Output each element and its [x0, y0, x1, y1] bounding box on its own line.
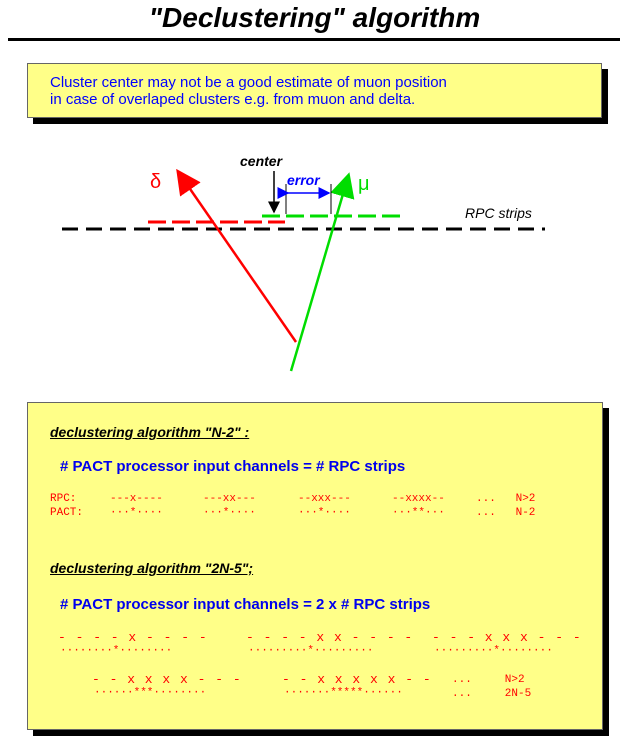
double-pact-pattern-2: ·········*········· [248, 645, 374, 657]
double-pact-pattern-5: ·······*****······ [284, 687, 403, 699]
pact-pattern-4: ···**··· [392, 507, 445, 519]
delta-track [179, 173, 296, 342]
algo-2n5-channels: # PACT processor input channels = 2 x # RPC strips [60, 596, 431, 613]
rpc-row-label: RPC: [50, 493, 77, 505]
algo-2n5-heading: declustering algorithm "2N-5"; [50, 560, 254, 576]
note-line-1: Cluster center may not be a good estimate of muon position [50, 74, 447, 91]
pact-pattern-2: ···*···· [203, 507, 256, 519]
rpc-pattern-3: --xxx--- [298, 493, 351, 505]
rpc-tail: ... N>2 [476, 493, 536, 505]
double-pact-tail: ... 2N-5 [452, 688, 532, 700]
page-title: "Declustering" algorithm [148, 2, 481, 33]
double-pact-pattern-4: ······***········ [94, 687, 207, 699]
algorithms-box [27, 402, 603, 730]
double-pact-pattern-3: ·········*········ [434, 645, 553, 657]
double-pact-pattern-1: ········*········ [60, 645, 173, 657]
algo-n2-channels: # PACT processor input channels = # RPC strips [60, 458, 406, 475]
error-label: error [287, 172, 320, 188]
pact-tail: ... N-2 [476, 507, 536, 519]
note-line-2: in case of overlaped clusters e.g. from muon and delta. [50, 91, 416, 108]
rpc-pattern-1: ---x---- [110, 493, 163, 505]
algo-n2-heading: declustering algorithm "N-2" : [50, 424, 250, 440]
mu-label: μ [358, 173, 370, 195]
delta-label: δ [150, 171, 162, 193]
rpc-pattern-2: ---xx--- [203, 493, 256, 505]
pact-pattern-3: ···*···· [298, 507, 351, 519]
rpc-pattern-4: --xxxx-- [392, 493, 445, 505]
center-label: center [240, 153, 283, 169]
pact-pattern-1: ···*···· [110, 507, 163, 519]
double-rpc-pattern-1: - - - - x - - - - [58, 630, 208, 645]
double-rpc-pattern-3: - - - x x x - - - [432, 630, 582, 645]
double-rpc-pattern-5: - - x x x x x - - [282, 672, 432, 687]
pact-row-label: PACT: [50, 507, 84, 519]
double-rpc-pattern-2: - - - - x x - - - - [246, 630, 414, 645]
double-rpc-pattern-4: - - x x x x - - - [92, 672, 242, 687]
muon-track [291, 177, 348, 371]
double-rpc-tail: ... N>2 [452, 674, 525, 686]
rpc-strips-label: RPC strips [465, 205, 532, 221]
